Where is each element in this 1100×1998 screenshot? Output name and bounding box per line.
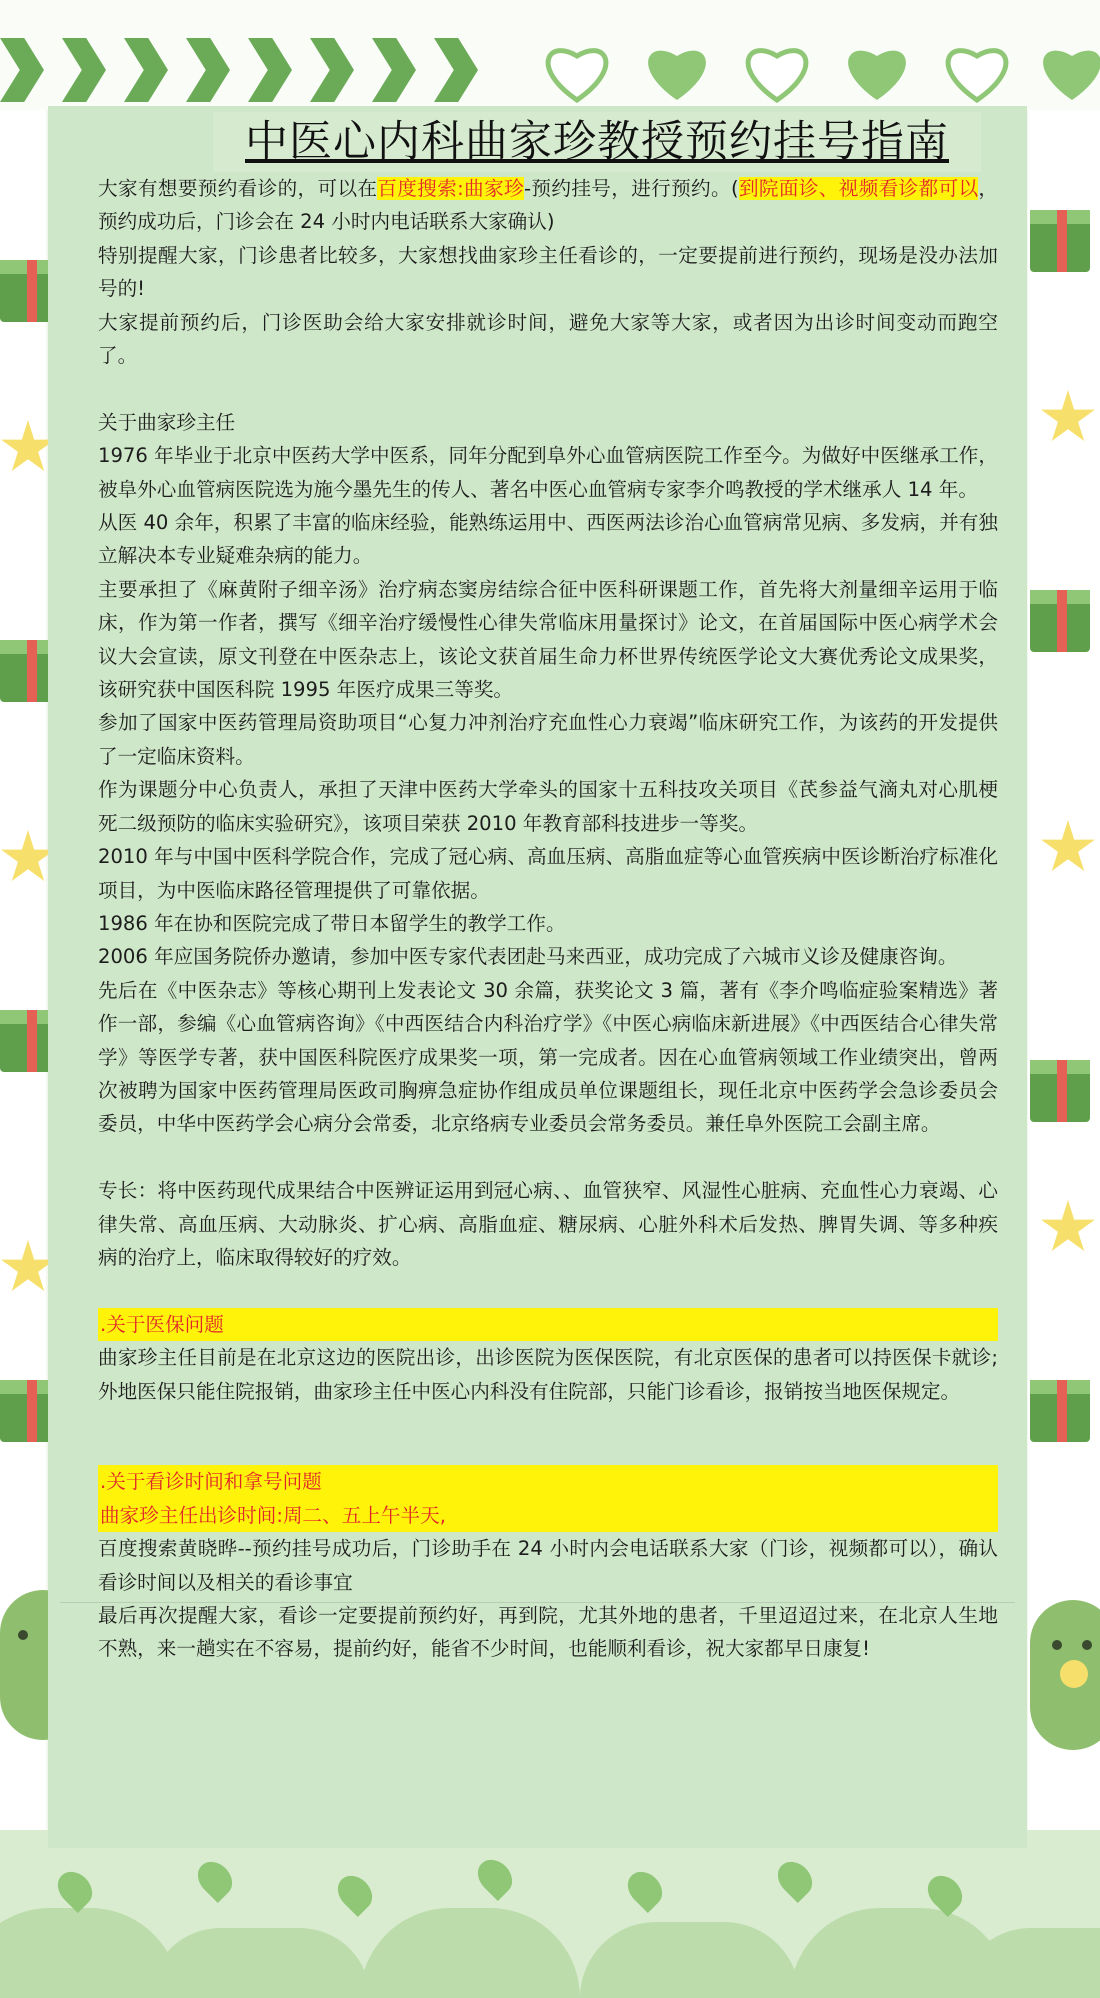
search-highlight: 百度搜索:曲家珍 (377, 177, 524, 200)
chevron-pattern (0, 38, 520, 102)
left-border (0, 110, 46, 1830)
gift-icon (1030, 210, 1090, 272)
top-decor-band (0, 0, 1100, 110)
document-body (98, 172, 998, 1666)
bio-paragraph: 2006 年应国务院侨办邀请，参加中医专家代表团赴马来西亚，成功完成了六城市义诊及健康咨询。 (98, 945, 958, 969)
intro-text: -预约挂号，进行预约。( (524, 177, 739, 200)
gift-icon (1030, 1060, 1090, 1122)
reminder-paragraph: 特别提醒大家，门诊患者比较多，大家想找曲家珍主任看诊的，一定要提前进行预约，现场是没办法加号的! (98, 243, 998, 301)
heart-outline-icon (740, 38, 814, 104)
heart-outline-icon (540, 38, 614, 104)
heart-filled-icon (840, 38, 914, 104)
bio-paragraph: 1986 年在协和医院完成了带日本留学生的教学工作。 (98, 911, 566, 935)
bottom-decor-band (0, 1830, 1100, 1998)
heart-filled-icon (1035, 38, 1100, 104)
bio-paragraph: 从医 40 余年，积累了丰富的临床经验，能熟练运用中、西医两法诊治心血管病常见病、多发病，并有独立解决本专业疑难杂病的能力。 (98, 511, 998, 568)
schedule-time: 曲家珍主任出诊时间:周二、五上午半天, (98, 1499, 998, 1532)
specialty-paragraph: 专长：将中医药现代成果结合中医辨证运用到冠心病、、血管狭窄、风湿性心脏病、充血性心力衰竭、心律失常、高血压病、大动脉炎、扩心病、高脂血症、糖尿病、心脏外科术后发热、脾胃失调、等多种疾病的治疗上，临床取得较好的疗效。 (98, 1179, 998, 1269)
heart-filled-icon (640, 38, 714, 104)
visit-mode-highlight: 到院面诊、视频看诊都可以 (738, 177, 979, 200)
schedule-heading: .关于看诊时间和拿号问题 (98, 1465, 998, 1498)
bio-paragraph: 2010 年与中国中医科学院合作，完成了冠心病、高血压病、高脂血症等心血管疾病中医诊断治疗标准化项目，为中医临床路径管理提供了可靠依据。 (98, 845, 998, 902)
arrangement-paragraph: 大家提前预约后，门诊医助会给大家安排就诊时间，避免大家等大家，或者因为出诊时间变动而跑空了。 (98, 310, 998, 368)
intro-text: 大家有想要预约看诊的，可以在 (98, 177, 378, 200)
schedule-paragraph: 百度搜索黄晓晔--预约挂号成功后，门诊助手在 24 小时内会电话联系大家（门诊，视频都可以），确认看诊时间以及相关的看诊事宜 (98, 1537, 998, 1594)
pea-character-icon (1030, 1600, 1100, 1750)
bio-paragraph: 主要承担了《麻黄附子细辛汤》治疗病态窦房结综合征中医科研课题工作，首先将大剂量细辛运用于临床，作为第一作者，撰写《细辛治疗缓慢性心律失常临床用量探讨》论文，在首届国际中医心病学术会议大会宣读，原文刊登在中医杂志上，该论文获首届生命力杯世界传统医学论文大赛优秀论文成果奖，该研究获中国医科院 1995 年医疗成果三等奖。 (98, 577, 998, 702)
intro-text: ，预约成功后，门诊会在 24 小时内电话联系大家确认) (98, 177, 999, 234)
page-title: 中医心内科曲家珍教授预约挂号指南 (213, 112, 981, 172)
bio-paragraph: 参加了国家中医药管理局资助项目“心复力冲剂治疗充血性心力衰竭”临床研究工作，为该药的开发提供了一定临床资料。 (98, 711, 998, 768)
heart-outline-icon (940, 38, 1014, 104)
document-card (48, 106, 1027, 1848)
bio-paragraph: 先后在《中医杂志》等核心期刊上发表论文 30 余篇，获奖论文 3 篇，著有《李介鸣临症验案精选》著作一部，参编《心血管病咨询》《中西医结合内科治疗学》《中医心病临床新进展》《中西医结合心律失常学》等医学专著，获中国医科院医疗成果奖一项，第一完成者。因在心血管病领域工作业绩突出，曾两次被聘为国家中医药管理局医政司胸痹急症协作组成员单位课题组长，现任北京中医药学会急诊委员会委员，中华中医药学会心病分会常委，北京络病专业委员会常务委员。兼任阜外医院工会副主席。 (98, 978, 998, 1136)
about-heading: 关于曲家珍主任 (98, 410, 236, 434)
intro-paragraph (98, 172, 998, 239)
closing-paragraph: 最后再次提醒大家，看诊一定要提前预约好，再到院，尤其外地的患者，千里迢迢过来，在北京人生地不熟，来一趟实在不容易，提前约好，能省不少时间，也能顺利看诊，祝大家都早日康复! (98, 1604, 998, 1661)
insurance-heading: .关于医保问题 (98, 1308, 998, 1341)
bio-paragraph: 1976 年毕业于北京中医药大学中医系，同年分配到阜外心血管病医院工作至今。为做好中医继承工作，被阜外心血管病医院选为施今墨先生的传人、著名中医心血管病专家李介鸣教授的学术继承人 14 年。 (98, 444, 998, 501)
insurance-paragraph: 曲家珍主任目前是在北京这边的医院出诊，出诊医院为医保医院，有北京医保的患者可以持医保卡就诊;外地医保只能住院报销，曲家珍主任中医心内科没有住院部，只能门诊看诊，报销按当地医保规定。 (98, 1346, 998, 1403)
bio-paragraph: 作为课题分中心负责人，承担了天津中医药大学牵头的国家十五科技攻关项目《芪参益气滴丸对心肌梗死二级预防的临床实验研究》，该项目荣获 2010 年教育部科技进步一等奖。 (98, 778, 998, 835)
gift-icon (1030, 1380, 1090, 1442)
page-break-line (60, 1602, 1015, 1603)
gift-icon (1030, 590, 1090, 652)
right-border (1028, 110, 1100, 1830)
